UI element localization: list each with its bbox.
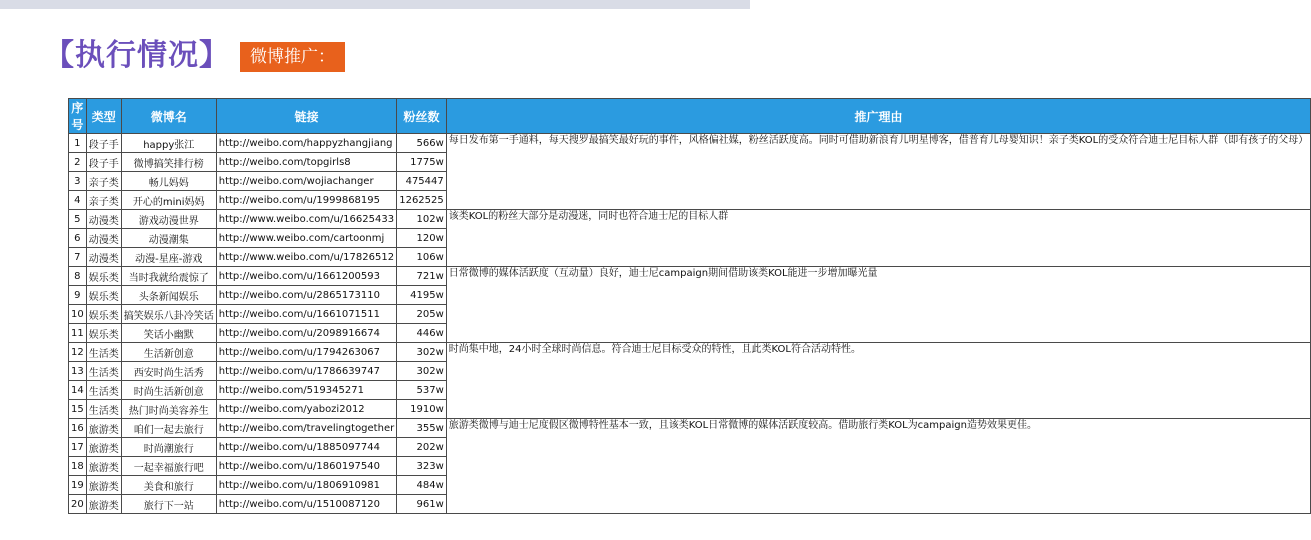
row-type: 动漫类 xyxy=(86,248,121,267)
header-reason: 推广理由 xyxy=(446,99,1310,134)
row-link: http://weibo.com/u/1806910981 xyxy=(216,476,396,495)
table-row xyxy=(69,343,1311,362)
table-header xyxy=(69,99,1311,134)
row-number: 2 xyxy=(69,153,87,172)
row-link: http://weibo.com/topgirls8 xyxy=(216,153,396,172)
header-weibo-name: 微博名 xyxy=(121,99,216,134)
row-fans: 4195w xyxy=(397,286,447,305)
row-link: http://www.weibo.com/cartoonmj xyxy=(216,229,396,248)
row-number: 11 xyxy=(69,324,87,343)
table-row xyxy=(69,210,1311,229)
row-type: 动漫类 xyxy=(86,229,121,248)
row-type: 亲子类 xyxy=(86,191,121,210)
row-number: 14 xyxy=(69,381,87,400)
row-fans: 120w xyxy=(397,229,447,248)
row-type: 生活类 xyxy=(86,362,121,381)
row-weibo-name: 微博搞笑排行榜 xyxy=(121,153,216,172)
row-fans: 355w xyxy=(397,419,447,438)
row-weibo-name: 游戏动漫世界 xyxy=(121,210,216,229)
row-number: 13 xyxy=(69,362,87,381)
kol-table xyxy=(68,98,1311,514)
row-link: http://weibo.com/u/1885097744 xyxy=(216,438,396,457)
row-type: 娱乐类 xyxy=(86,267,121,286)
page-title: 【执行情况】 xyxy=(44,38,230,73)
row-number: 19 xyxy=(69,476,87,495)
row-fans: 205w xyxy=(397,305,447,324)
row-weibo-name: 动漫-星座-游戏 xyxy=(121,248,216,267)
row-fans: 302w xyxy=(397,362,447,381)
row-fans: 446w xyxy=(397,324,447,343)
row-weibo-name: 畅儿妈妈 xyxy=(121,172,216,191)
row-reason: 旅游类微博与迪士尼度假区微博特性基本一致，且该类KOL日常微博的媒体活跃度较高。借助旅行类KOL为campaign造势效果更佳。 xyxy=(446,419,1310,514)
row-reason: 时尚集中地，24小时全球时尚信息。符合迪士尼目标受众的特性，且此类KOL符合活动特性。 xyxy=(446,343,1310,419)
row-link: http://weibo.com/travelingtogether xyxy=(216,419,396,438)
row-link: http://weibo.com/wojiachanger xyxy=(216,172,396,191)
row-fans: 302w xyxy=(397,343,447,362)
row-weibo-name: 美食和旅行 xyxy=(121,476,216,495)
row-type: 旅游类 xyxy=(86,476,121,495)
table-body xyxy=(69,134,1311,514)
row-type: 生活类 xyxy=(86,343,121,362)
row-reason: 该类KOL的粉丝大部分是动漫迷，同时也符合迪士尼的目标人群 xyxy=(446,210,1310,267)
row-type: 娱乐类 xyxy=(86,324,121,343)
row-link: http://weibo.com/u/1860197540 xyxy=(216,457,396,476)
row-type: 旅游类 xyxy=(86,419,121,438)
row-type: 生活类 xyxy=(86,381,121,400)
row-weibo-name: happy张江 xyxy=(121,134,216,153)
row-fans: 566w xyxy=(397,134,447,153)
row-fans: 721w xyxy=(397,267,447,286)
row-fans: 537w xyxy=(397,381,447,400)
row-number: 15 xyxy=(69,400,87,419)
row-number: 6 xyxy=(69,229,87,248)
row-fans: 475447 xyxy=(397,172,447,191)
row-link: http://weibo.com/yabozi2012 xyxy=(216,400,396,419)
row-fans: 1775w xyxy=(397,153,447,172)
row-link: http://weibo.com/519345271 xyxy=(216,381,396,400)
row-type: 娱乐类 xyxy=(86,286,121,305)
row-fans: 484w xyxy=(397,476,447,495)
table-row xyxy=(69,134,1311,153)
section-badge: 微博推广： xyxy=(240,42,345,72)
row-type: 旅游类 xyxy=(86,457,121,476)
row-weibo-name: 旅行下一站 xyxy=(121,495,216,514)
row-link: http://weibo.com/u/1794263067 xyxy=(216,343,396,362)
row-weibo-name: 当时我就给震惊了 xyxy=(121,267,216,286)
row-weibo-name: 搞笑娱乐八卦冷笑话 xyxy=(121,305,216,324)
row-weibo-name: 咱们一起去旅行 xyxy=(121,419,216,438)
row-link: http://www.weibo.com/u/17826512 xyxy=(216,248,396,267)
row-number: 5 xyxy=(69,210,87,229)
row-link: http://www.weibo.com/u/16625433 xyxy=(216,210,396,229)
row-type: 旅游类 xyxy=(86,438,121,457)
row-weibo-name: 西安时尚生活秀 xyxy=(121,362,216,381)
row-fans: 323w xyxy=(397,457,447,476)
row-link: http://weibo.com/u/2865173110 xyxy=(216,286,396,305)
row-weibo-name: 笑话小幽默 xyxy=(121,324,216,343)
row-link: http://weibo.com/u/1661200593 xyxy=(216,267,396,286)
row-type: 生活类 xyxy=(86,400,121,419)
row-number: 18 xyxy=(69,457,87,476)
row-type: 旅游类 xyxy=(86,495,121,514)
header-fans: 粉丝数 xyxy=(397,99,447,134)
row-fans: 106w xyxy=(397,248,447,267)
row-type: 段子手 xyxy=(86,134,121,153)
header-type: 类型 xyxy=(86,99,121,134)
row-fans: 961w xyxy=(397,495,447,514)
row-weibo-name: 时尚潮旅行 xyxy=(121,438,216,457)
row-weibo-name: 热门时尚美容养生 xyxy=(121,400,216,419)
row-type: 娱乐类 xyxy=(86,305,121,324)
row-number: 3 xyxy=(69,172,87,191)
row-reason: 每日发布第一手通料，每天搜罗最搞笑最好玩的事件，风格偏社媒，粉丝活跃度高。同时可借助新浪育儿明星博客，借普育儿母婴知识！亲子类KOL的受众符合迪士尼目标人群（即有孩子的父母） xyxy=(446,134,1310,210)
row-number: 17 xyxy=(69,438,87,457)
row-link: http://weibo.com/u/2098916674 xyxy=(216,324,396,343)
row-type: 动漫类 xyxy=(86,210,121,229)
row-number: 16 xyxy=(69,419,87,438)
row-link: http://weibo.com/u/1999868195 xyxy=(216,191,396,210)
row-weibo-name: 头条新闻娱乐 xyxy=(121,286,216,305)
row-link: http://weibo.com/u/1510087120 xyxy=(216,495,396,514)
row-number: 12 xyxy=(69,343,87,362)
top-bar xyxy=(0,0,750,9)
row-type: 段子手 xyxy=(86,153,121,172)
table-row xyxy=(69,419,1311,438)
header-no: 序号 xyxy=(69,99,87,134)
row-weibo-name: 动漫潮集 xyxy=(121,229,216,248)
row-number: 7 xyxy=(69,248,87,267)
row-number: 10 xyxy=(69,305,87,324)
row-weibo-name: 时尚生活新创意 xyxy=(121,381,216,400)
row-fans: 1262525 xyxy=(397,191,447,210)
row-number: 1 xyxy=(69,134,87,153)
row-type: 亲子类 xyxy=(86,172,121,191)
table-row xyxy=(69,267,1311,286)
row-number: 4 xyxy=(69,191,87,210)
row-link: http://weibo.com/u/1661071511 xyxy=(216,305,396,324)
row-fans: 202w xyxy=(397,438,447,457)
row-weibo-name: 生活新创意 xyxy=(121,343,216,362)
row-number: 8 xyxy=(69,267,87,286)
row-link: http://weibo.com/happyzhangjiang xyxy=(216,134,396,153)
row-fans: 1910w xyxy=(397,400,447,419)
row-number: 9 xyxy=(69,286,87,305)
row-weibo-name: 一起幸福旅行吧 xyxy=(121,457,216,476)
row-number: 20 xyxy=(69,495,87,514)
header-link: 链接 xyxy=(216,99,396,134)
row-fans: 102w xyxy=(397,210,447,229)
row-weibo-name: 开心的mini妈妈 xyxy=(121,191,216,210)
row-link: http://weibo.com/u/1786639747 xyxy=(216,362,396,381)
row-reason: 日常微博的媒体活跃度（互动量）良好，迪士尼campaign期间借助该类KOL能进一步增加曝光量 xyxy=(446,267,1310,343)
